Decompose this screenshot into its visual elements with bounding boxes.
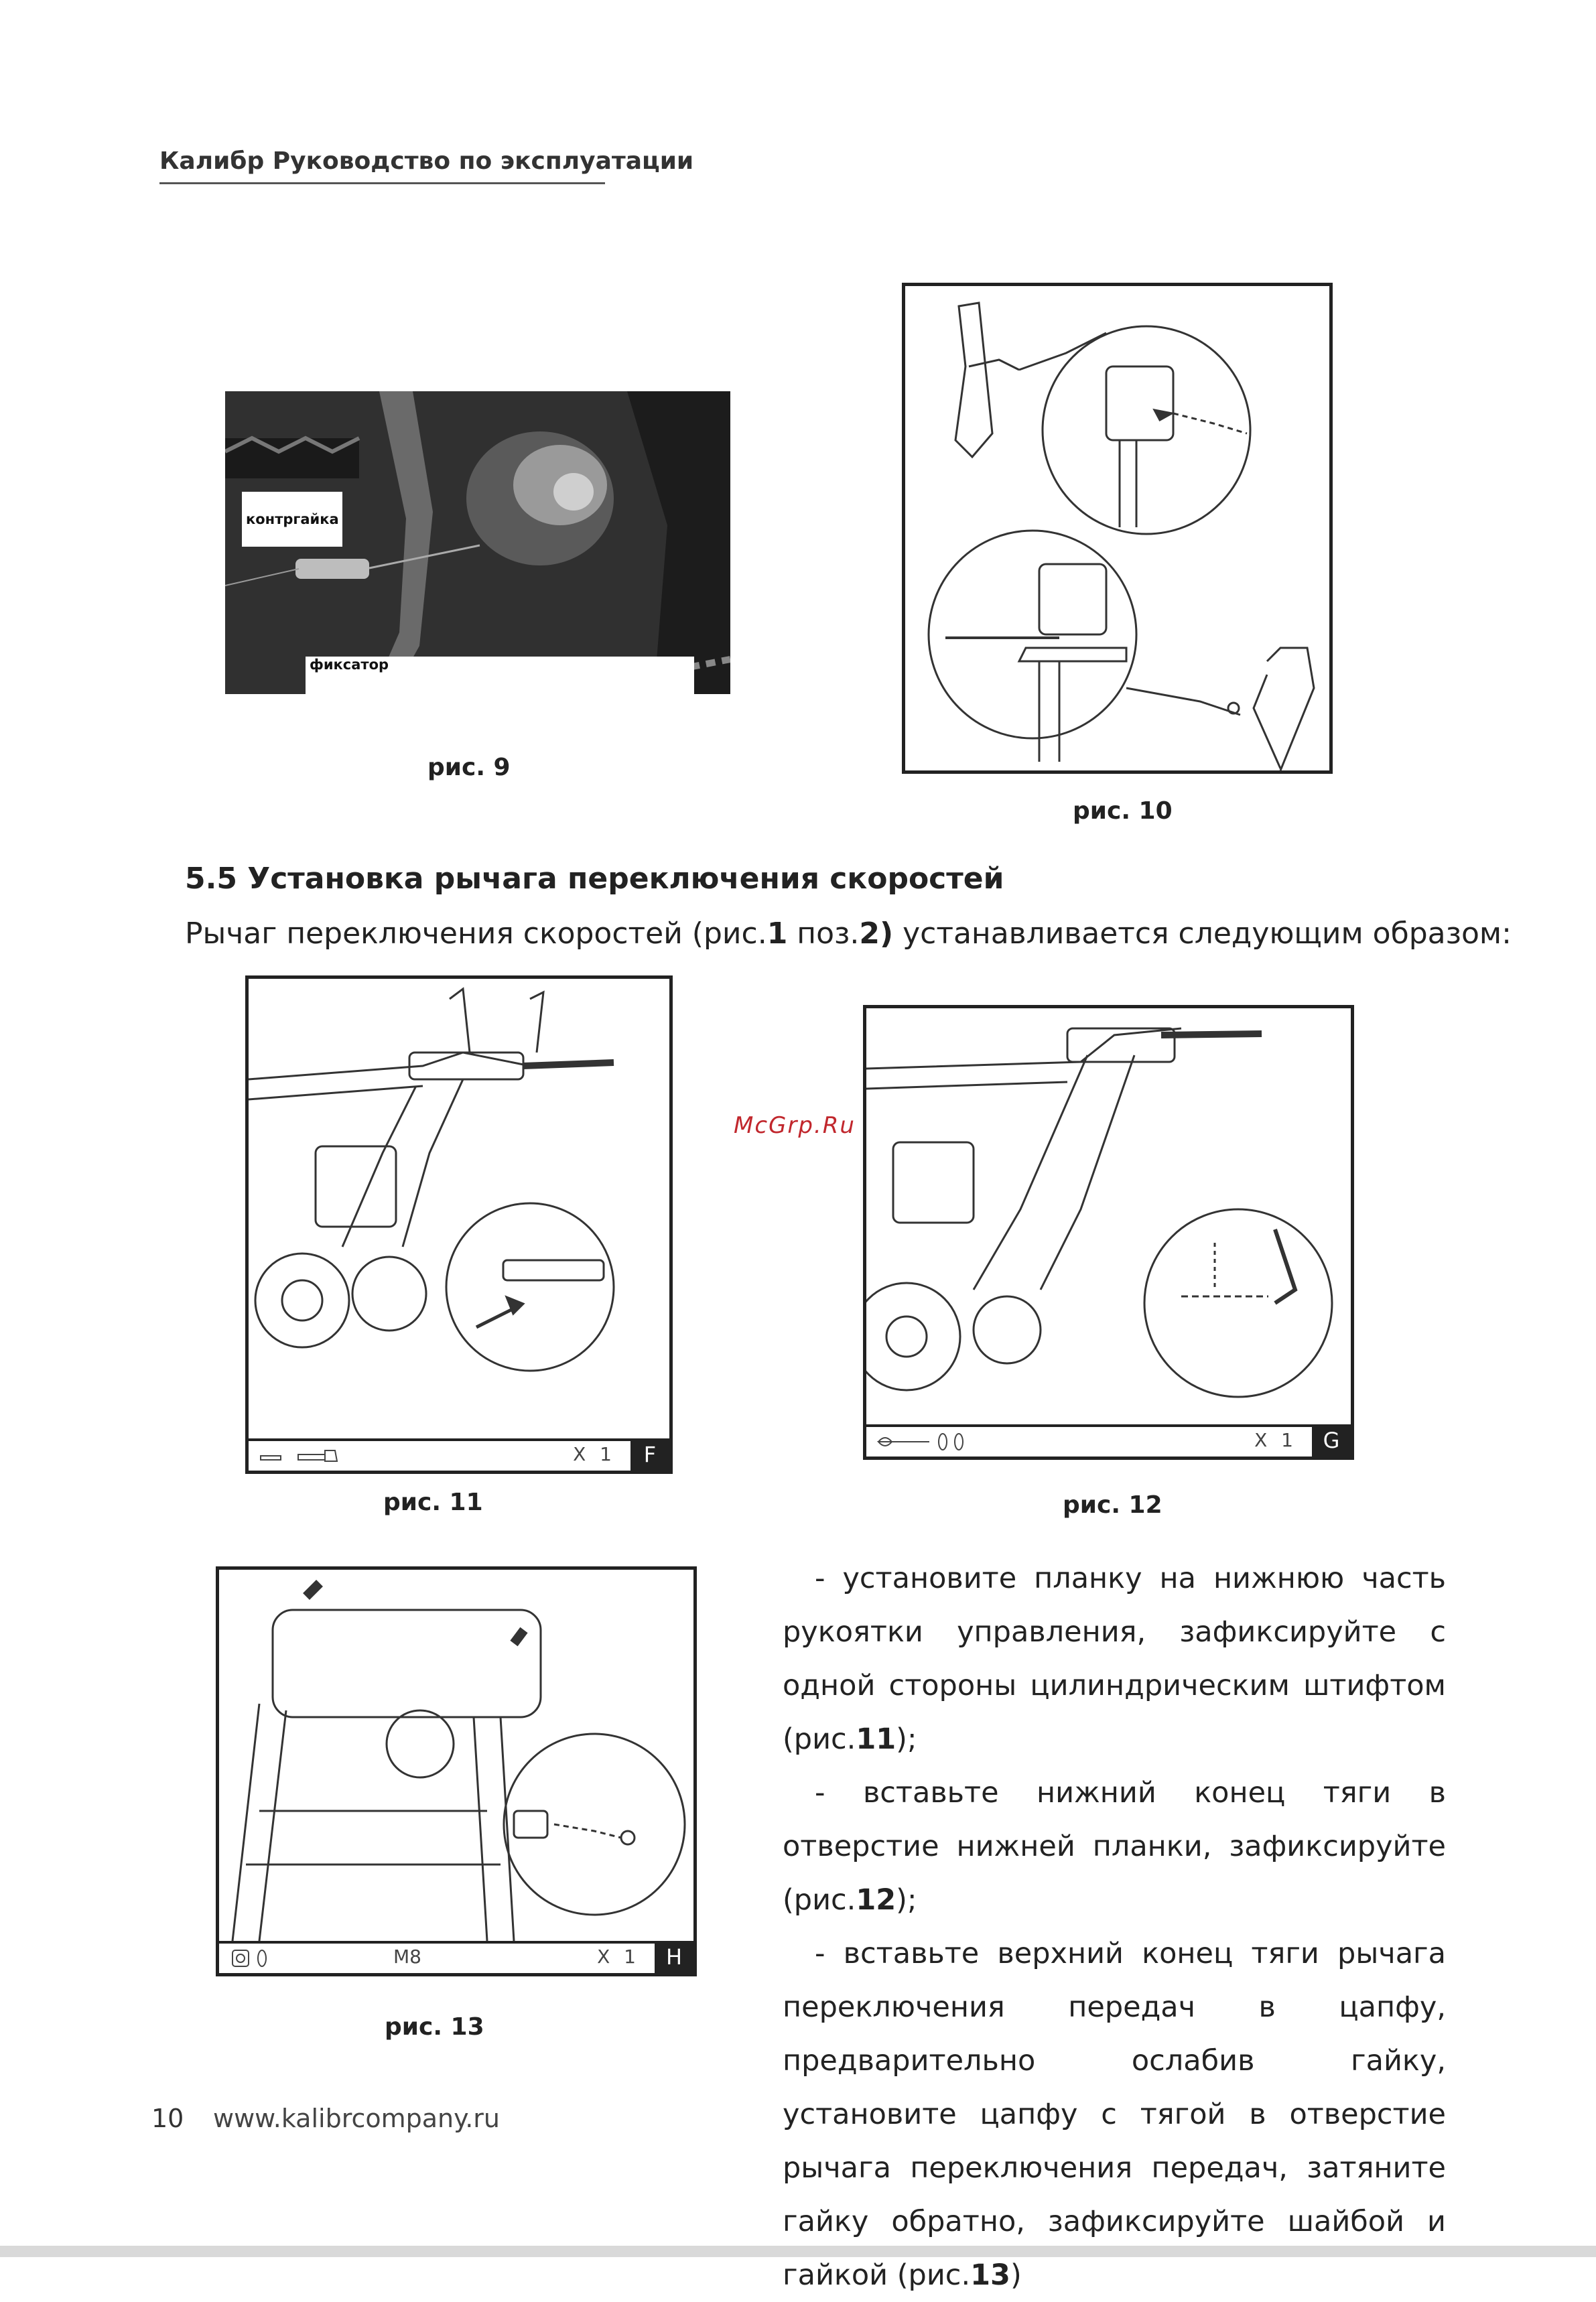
- section-heading: 5.5 Установка рычага переключения скоростей: [185, 862, 1004, 896]
- label-retainer: фиксатор: [306, 657, 694, 694]
- figure-13-size: M8: [393, 1946, 421, 1968]
- figure-9-photo: [225, 391, 730, 694]
- cotter-pin-icon: [876, 1431, 970, 1452]
- figure-10-caption: рис. 10: [1073, 797, 1173, 825]
- figure-12-caption: рис. 12: [1063, 1491, 1162, 1519]
- instruction-steps: [783, 1552, 1446, 2302]
- figure-12-art: [866, 1008, 1351, 1424]
- figure-10-art: [905, 286, 1329, 770]
- page-bottom-edge: [0, 2246, 1596, 2257]
- watermark: McGrp.Ru: [734, 1112, 856, 1139]
- figure-13-art: [219, 1570, 693, 1941]
- section-intro: Рычаг переключения скоростей (рис.1 поз.2) устанавливается следующим образом:: [185, 917, 1512, 951]
- figure-13-parts-bar: [219, 1941, 693, 1973]
- step-3: - вставьте верхний конец тяги рычага переключения передач в цапфу, предварительно ослабив гайку, установите цапфу с тягой в отверстие рычага переключения передач, затяните гайку обратно, зафиксируйте шайбой и гайкой (рис.13): [783, 1937, 1446, 2292]
- label-locknut: контргайка: [242, 492, 342, 547]
- figure-11-tag: F: [630, 1438, 669, 1471]
- figure-13-caption: рис. 13: [385, 2013, 484, 2041]
- figure-12-tag: G: [1312, 1424, 1351, 1457]
- figure-11-qty: X 1: [573, 1443, 616, 1465]
- figure-11-art: [249, 979, 669, 1438]
- figure-13-diagram: [216, 1566, 697, 1976]
- footer-url: www.kalibrcompany.ru: [213, 2104, 500, 2133]
- figure-13-tag: H: [655, 1941, 693, 1973]
- figure-12-diagram: [863, 1005, 1354, 1460]
- step-1: - установите планку на нижнюю часть рукоятки управления, зафиксируйте с одной стороны цилиндрическим штифтом (рис.11);: [783, 1562, 1446, 1756]
- nut-washer-icon: [228, 1948, 322, 1969]
- header-rule: [159, 182, 605, 184]
- pin-icon: [258, 1445, 352, 1467]
- figure-11-parts-bar: [249, 1438, 669, 1471]
- figure-12-parts-bar: [866, 1424, 1351, 1457]
- page-number: 10: [151, 2104, 184, 2133]
- running-header: Калибр Руководство по эксплуатации: [159, 147, 694, 175]
- step-2: - вставьте нижний конец тяги в отверстие нижней планки, зафиксируйте (рис.12);: [783, 1776, 1446, 1917]
- figure-10-diagram: [902, 283, 1333, 774]
- figure-9-caption: рис. 9: [427, 754, 511, 781]
- figure-13-qty: X 1: [597, 1946, 640, 1968]
- figure-11-diagram: [245, 975, 673, 1474]
- figure-12-qty: X 1: [1254, 1429, 1297, 1451]
- figure-11-caption: рис. 11: [383, 1489, 483, 1516]
